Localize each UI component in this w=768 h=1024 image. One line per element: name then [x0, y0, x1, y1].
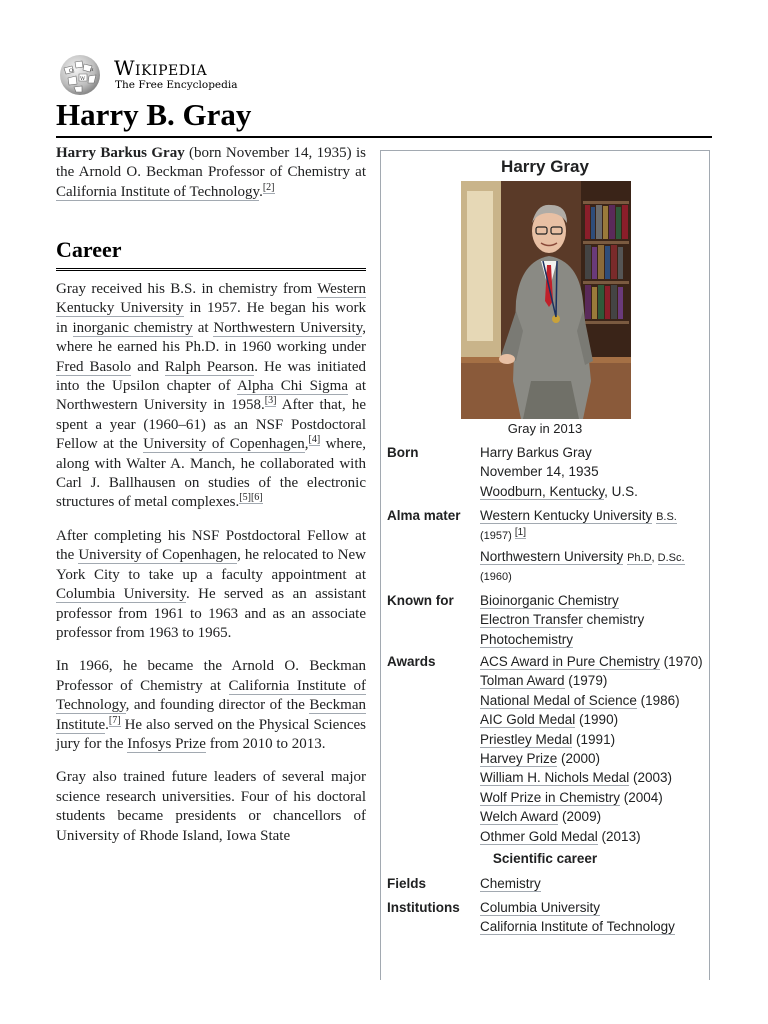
text: . He was initiated into the Upsilon chapter of — [56, 358, 366, 395]
link-caltech[interactable]: California Institute of Technology — [56, 183, 260, 200]
bold-name: Harry Barkus Gray — [56, 145, 185, 161]
award-year: (2003) — [629, 770, 673, 786]
value-born — [480, 443, 712, 501]
scientific-career-heading: Scientific career — [492, 851, 598, 866]
value-known-for — [480, 591, 712, 649]
ref-link[interactable]: [7] — [108, 714, 121, 726]
award-item — [480, 827, 712, 846]
text: , — [304, 436, 309, 453]
award-year: (2004) — [620, 789, 663, 805]
text: , and founding director of the — [125, 697, 310, 714]
born-date: November 14, 1935 — [480, 464, 599, 480]
infobox — [380, 150, 710, 980]
award-year: (1990) — [575, 712, 619, 728]
ref-link[interactable]: [2] — [262, 181, 275, 193]
award-year: (2000) — [557, 751, 601, 767]
award-link[interactable]: Harvey Prize — [480, 751, 558, 767]
link-electron-transfer[interactable]: Electron Transfer — [480, 612, 583, 628]
text: , U.S. — [604, 483, 638, 499]
award-item — [480, 671, 712, 690]
link-northwestern[interactable]: Northwestern University — [213, 319, 363, 336]
label-born: Born — [387, 445, 419, 460]
site-header — [56, 54, 376, 96]
born-name: Harry Barkus Gray — [480, 445, 592, 460]
text: , he relocated to New York City to take up a faculty appointment at — [56, 547, 366, 583]
text: where, along with Walter A. Manch, he collaborated with Carl J. Ballhausen on studies of the electronic structures of metal complexes. — [56, 436, 366, 511]
link-ralph-pearson[interactable]: Ralph Pearson — [164, 358, 255, 375]
link-bs[interactable]: B.S. — [656, 511, 677, 523]
section-heading-career: Career — [56, 236, 366, 271]
career-section — [56, 280, 366, 860]
award-link[interactable]: William H. Nichols Medal — [480, 770, 630, 786]
label-institutions: Institutions — [387, 900, 460, 915]
text: Gray also trained future leaders of several major science research universities. Four of his doctoral students became presidents or chancellors of University of Rhode Island, Iowa State — [56, 769, 366, 844]
link-inorganic-chemistry[interactable]: inorganic chemistry — [72, 319, 193, 336]
photo-caption: Gray in 2013 — [507, 421, 583, 436]
page-title: Harry B. Gray — [56, 96, 712, 138]
text: (born November 14, 1935) is the Arnold O. Beckman Professor of Chemistry at — [56, 145, 366, 181]
ref-link[interactable]: [1] — [514, 526, 526, 538]
svg-text:Ω: Ω — [69, 68, 74, 74]
award-item — [480, 652, 712, 671]
link-copenhagen[interactable]: University of Copenhagen — [143, 436, 305, 453]
label-known-for: Known for — [387, 593, 454, 608]
label-awards: Awards — [387, 654, 436, 669]
award-item — [480, 788, 712, 807]
label-fields: Fields — [387, 876, 427, 891]
text: . — [259, 183, 263, 200]
award-item — [480, 691, 712, 710]
text: In 1966, he became the Arnold O. Beckman Professor of Chemistry at — [56, 658, 366, 694]
link-wku[interactable]: Western Kentucky University — [480, 508, 653, 523]
wordmark[interactable]: Wikipedia — [114, 56, 208, 80]
award-year: (1986) — [636, 692, 680, 708]
intro-paragraph — [56, 144, 366, 216]
bookshelf — [583, 201, 629, 324]
text: , where he earned his Ph.D. in 1960 working under — [56, 319, 366, 356]
link-bioinorganic[interactable]: Bioinorganic Chemistry — [480, 593, 619, 608]
year: (1960) — [480, 571, 512, 584]
link-dsc[interactable]: D.Sc. — [657, 551, 685, 564]
link-columbia[interactable]: Columbia University — [480, 900, 601, 915]
award-link[interactable]: Welch Award — [480, 809, 559, 825]
award-link[interactable]: ACS Award in Pure Chemistry — [480, 654, 660, 669]
link-columbia[interactable]: Columbia University — [56, 586, 186, 603]
award-item — [480, 730, 712, 749]
ref-link[interactable]: [4] — [308, 434, 321, 446]
award-item — [480, 710, 712, 729]
paragraph-4 — [56, 768, 366, 846]
link-alpha-chi-sigma[interactable]: Alpha Chi Sigma — [236, 378, 348, 395]
award-year: (1970) — [659, 654, 703, 669]
value-institutions — [480, 898, 712, 937]
born-place — [480, 482, 712, 501]
link-chemistry[interactable]: Chemistry — [480, 876, 541, 891]
value-fields — [480, 874, 712, 893]
text: in 1957. He began his work in — [56, 300, 366, 336]
svg-text:И: И — [90, 67, 94, 72]
award-item — [480, 768, 712, 787]
link-infosys-prize[interactable]: Infosys Prize — [127, 735, 206, 752]
text: at Northwestern University in 1958. — [56, 378, 367, 414]
text: Gray received his B.S. in chemistry from — [56, 281, 318, 297]
text: from 2010 to 2013. — [205, 735, 326, 752]
award-item — [480, 749, 712, 768]
award-link[interactable]: Priestley Medal — [480, 731, 573, 747]
text: and — [131, 358, 165, 375]
value-awards — [480, 652, 712, 846]
paragraph-3 — [56, 657, 366, 754]
ref-link[interactable]: [5] — [239, 492, 251, 504]
text: . He served as an assistant professor from 1961 to 1963 and as an associate professor from 1963 to 1965. — [56, 586, 366, 641]
value-alma-mater — [480, 506, 712, 588]
ref-link[interactable]: [6] — [250, 492, 263, 504]
label-alma-mater: Alma mater — [387, 508, 461, 523]
award-year: (1991) — [572, 731, 616, 747]
tagline: The Free Encyclopedia — [115, 79, 238, 91]
svg-text:W: W — [80, 76, 86, 82]
text: , — [651, 551, 658, 564]
award-item — [480, 807, 712, 826]
award-link[interactable]: National Medal of Science — [480, 692, 637, 708]
award-link[interactable]: AIC Gold Medal — [480, 712, 576, 728]
text: He also served on the Physical Sciences jury for the — [56, 716, 366, 752]
link-woodburn[interactable]: Woodburn, Kentucky — [480, 483, 605, 499]
portrait-photo[interactable] — [461, 181, 631, 419]
infobox-title: Harry Gray — [501, 157, 589, 176]
link-beckman-institute[interactable]: Beckman Institute — [56, 697, 366, 733]
ref-link[interactable]: [3] — [264, 395, 277, 407]
text: . — [105, 716, 109, 733]
link-photochemistry[interactable]: Photochemistry — [480, 631, 574, 647]
award-link[interactable]: Tolman Award — [480, 673, 565, 689]
award-year: (1979) — [564, 673, 608, 689]
wikipedia-globe-icon[interactable] — [56, 54, 104, 96]
paragraph-2 — [56, 527, 366, 643]
link-caltech[interactable]: California Institute of Technology — [56, 677, 366, 714]
link-wku[interactable]: Western Kentucky University — [56, 281, 366, 317]
link-phd[interactable]: Ph.D — [627, 551, 652, 564]
link-copenhagen[interactable]: University of Copenhagen — [78, 547, 238, 564]
link-northwestern[interactable]: Northwestern University — [480, 548, 624, 564]
paragraph-1 — [56, 280, 366, 513]
text: chemistry — [582, 612, 645, 628]
award-year: (2009) — [558, 809, 602, 825]
award-link[interactable]: Othmer Gold Medal — [480, 828, 598, 844]
text: After that, he spent a year (1960–61) as an NSF Postdoctoral Fellow at the — [56, 397, 366, 453]
link-fred-basolo[interactable]: Fred Basolo — [56, 358, 132, 375]
award-link[interactable]: Wolf Prize in Chemistry — [480, 789, 621, 805]
year: (1957) — [480, 530, 512, 543]
text: at — [192, 319, 214, 336]
award-year: (2013) — [597, 828, 641, 844]
text: After completing his NSF Postdoctoral Fellow at the — [56, 527, 366, 564]
link-caltech[interactable]: California Institute of Technology — [480, 919, 675, 935]
